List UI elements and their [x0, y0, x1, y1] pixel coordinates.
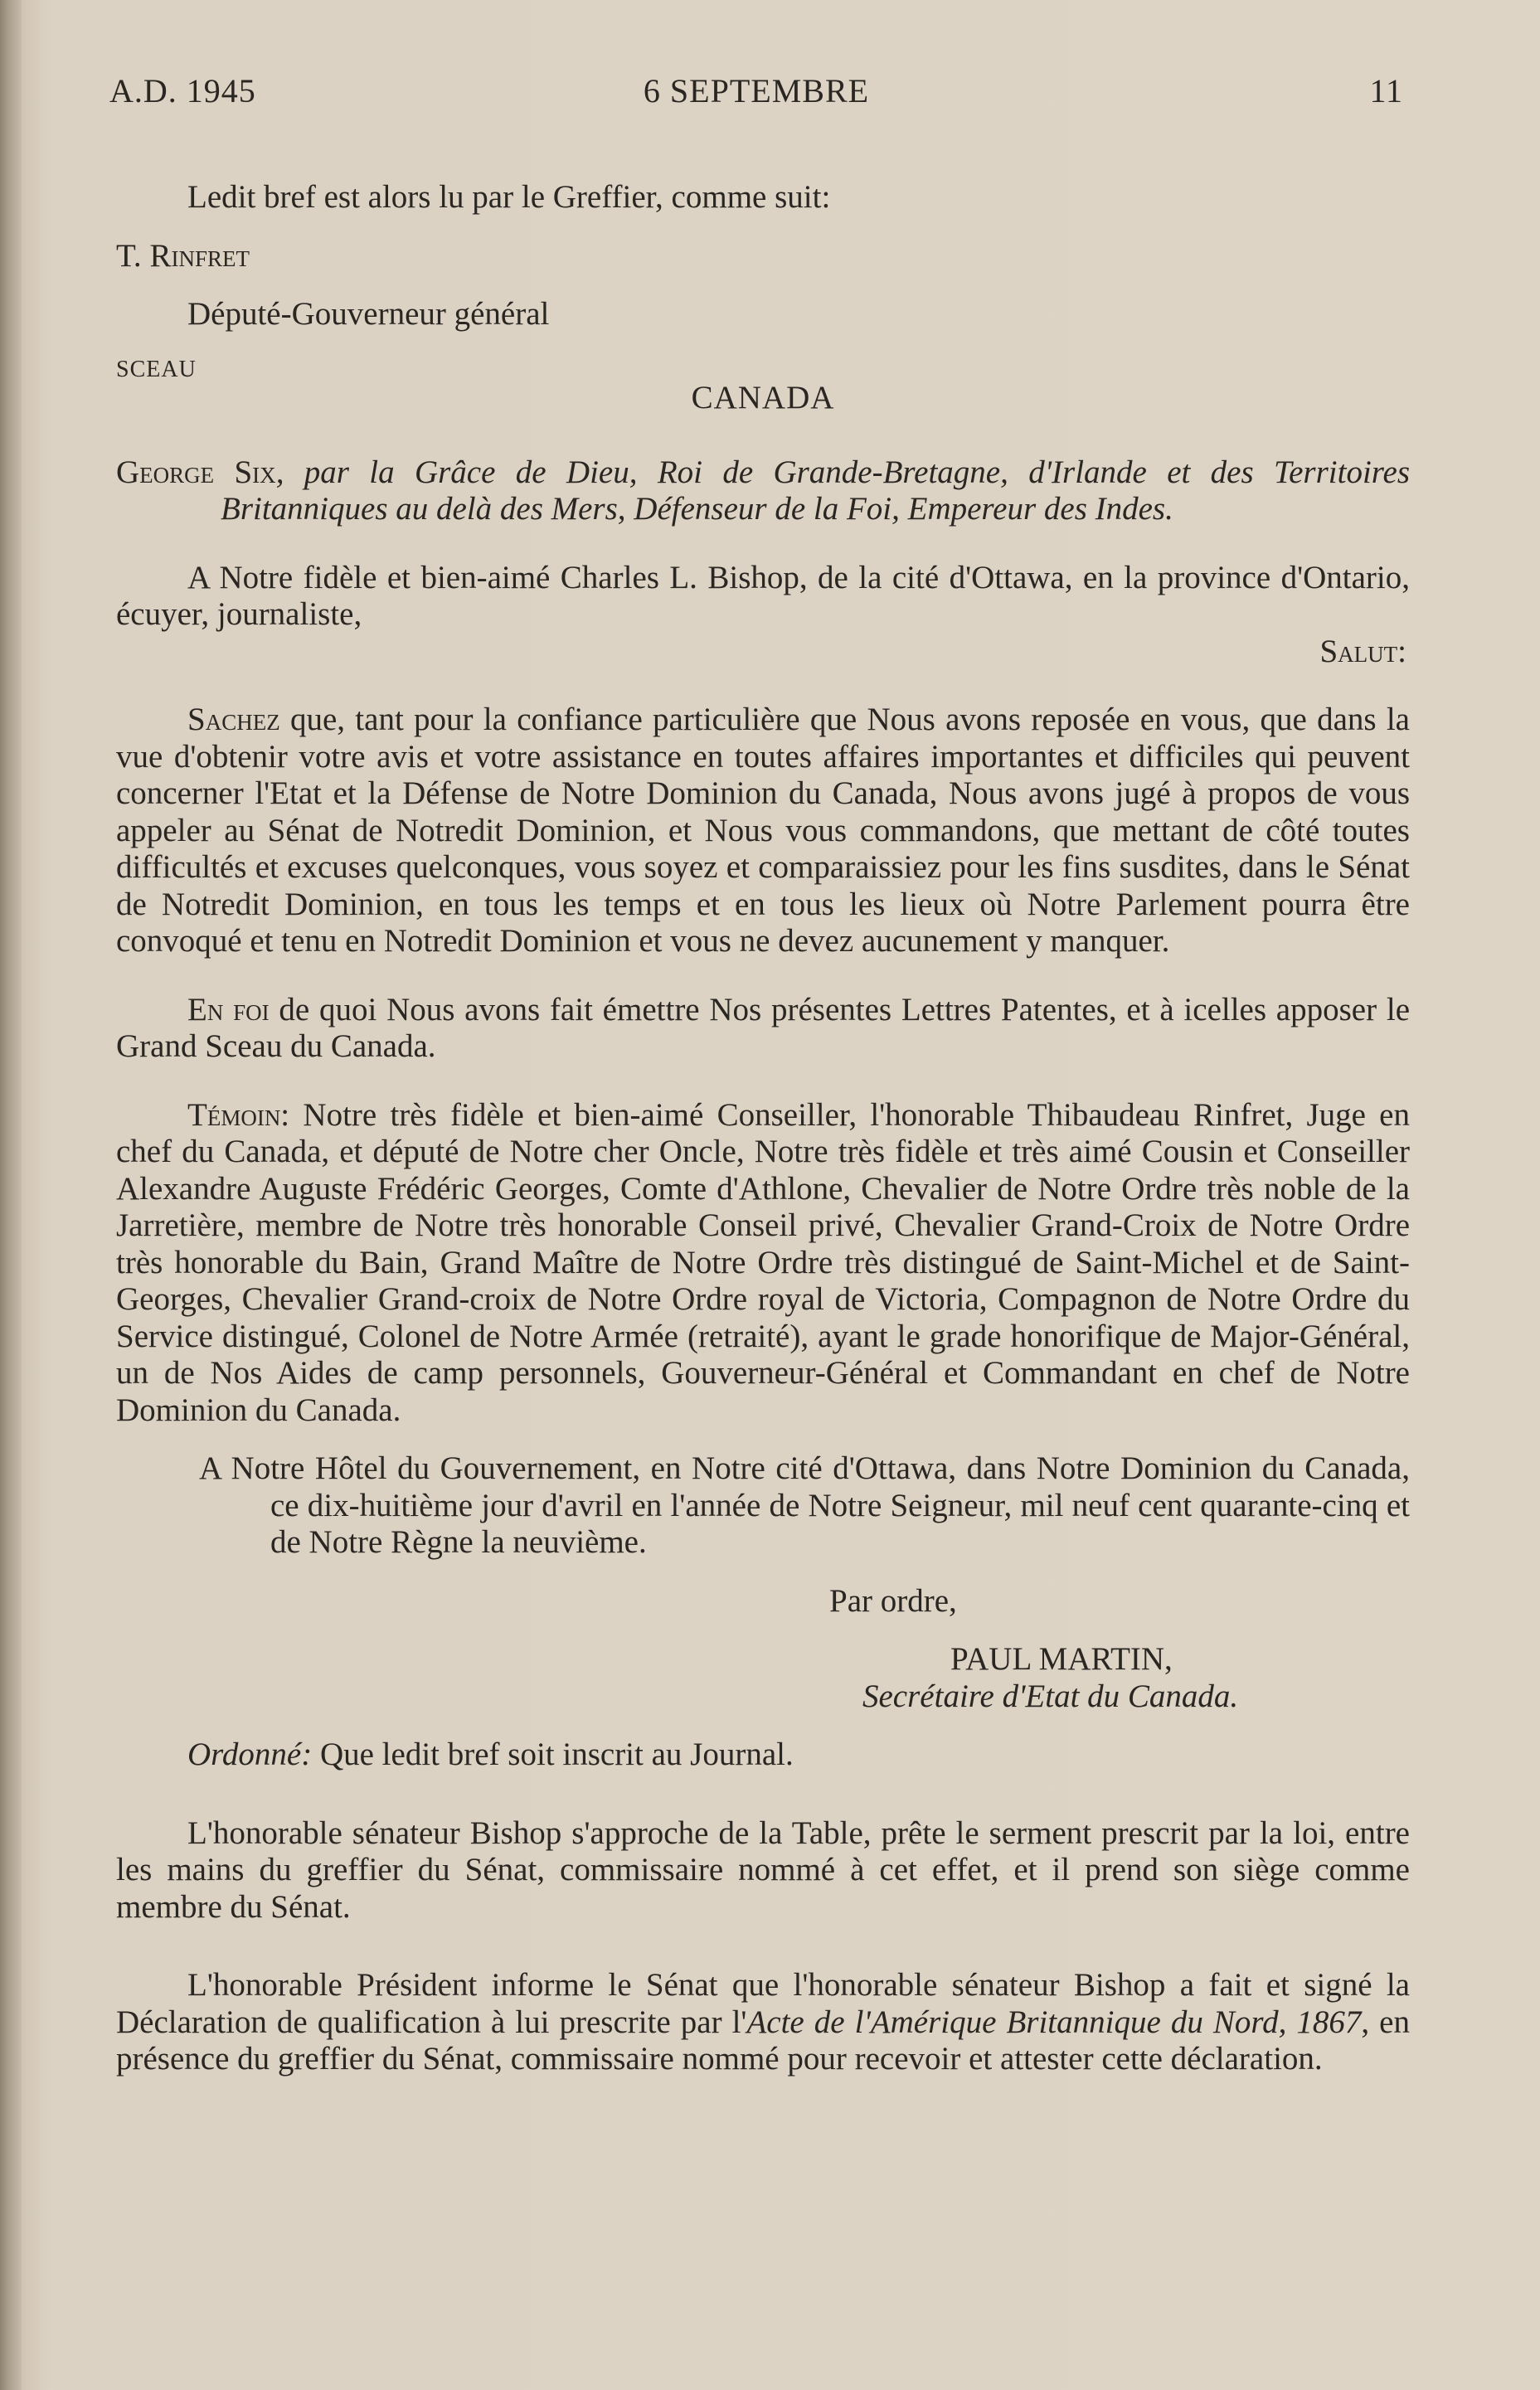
king-name: George Six: [116, 454, 276, 490]
en-foi-text: de quoi Nous avons fait émettre Nos présentes Lettres Patentes, et à icelles apposer le Grand Sceau du Canada.: [116, 991, 1411, 1064]
page-header: [109, 71, 1403, 121]
salutation: Salut:: [1319, 633, 1406, 669]
signatory-title: Secrétaire d'Etat du Canada.: [862, 1678, 1239, 1714]
signatory-name: PAUL MARTIN,: [950, 1641, 1173, 1677]
en-foi-paragraph: [116, 992, 1410, 1066]
par-ordre: Par ordre,: [829, 1582, 957, 1619]
en-foi-lead: En foi: [187, 991, 270, 1027]
royal-titles: , par la Grâce de Dieu, Roi de Grande-Bretagne, d'Irlande et des Territoires Britanniques au delà des Mers, Défenseur de la Foi, Empereur des Indes.: [221, 454, 1410, 527]
signer-line: [116, 238, 1410, 275]
sachez-text: que, tant pour la confiance particulière que Nous avons reposée en vous, que dans la vue d'obtenir votre avis et votre assistance en toutes affaires importantes et difficiles qui peuvent concerner l'Etat et la Défense de Notre Dominion du Canada, Nous avons jugé à propos de vous appeler au Sénat de Notredit Dominion, et Nous vous commandons, que mettant de côté toutes difficultés et excuses quelconques, vous soyez et comparaissiez pour les fins susdites, dans le Sénat de Notredit Dominion, en tous les temps et en tous les lieux où Notre Parlement pourra être convoqué et tenu en Notredit Dominion et vous ne devez aucunement y manquer.: [116, 702, 1410, 959]
header-year: A.D. 1945: [109, 72, 256, 109]
page-body: [116, 179, 1410, 2078]
seal-row: [116, 352, 1410, 433]
page-number: 11: [1369, 72, 1403, 109]
signer-initial: T.: [116, 237, 142, 274]
seal-label: SCEAU: [116, 356, 197, 382]
canada-heading: CANADA: [691, 379, 835, 415]
hotel-paragraph: A Notre Hôtel du Gouvernement, en Notre cité d'Ottawa, dans Notre Dominion du Canada, ce dix-huitième jour d'avril en l'année de Notre Seigneur, mil neuf cent quarante-cinq et de Notre Règne la neuvième.: [199, 1450, 1410, 1560]
binding-edge: [0, 0, 22, 2390]
header-date: 6 SEPTEMBRE: [643, 72, 870, 109]
temoin-lead: Témoin:: [187, 1096, 290, 1133]
sachez-paragraph: [116, 702, 1410, 960]
declaration-act: Acte de l'Amérique Britannique du Nord, 1867: [746, 2004, 1362, 2040]
ordonne-lead: Ordonné:: [187, 1737, 313, 1772]
declaration-paragraph: [116, 1967, 1410, 2078]
sachez-lead: Sachez: [187, 702, 280, 737]
declaration-after: , en présence du greffier du Sénat, commissaire nommé pour recevoir et attester cette déclaration.: [116, 2004, 1410, 2077]
temoin-paragraph: [116, 1097, 1410, 1430]
address-paragraph: A Notre fidèle et bien-aimé Charles L. Bishop, de la cité d'Ottawa, en la province d'Ontario, écuyer, journaliste,: [116, 559, 1410, 632]
royal-style: [116, 454, 1410, 528]
intro-line: Ledit bref est alors lu par le Greffier, comme suit:: [187, 179, 831, 215]
ordonne-text: Que ledit bref soit inscrit au Journal.: [312, 1737, 794, 1772]
temoin-text: Notre très fidèle et bien-aimé Conseiller, l'honorable Thibaudeau Rinfret, Juge en chef du Canada, et député de Notre cher Oncle, Notre très fidèle et très aimé Cousin et Conseiller Alexandre Auguste Frédéric Georges, Comte d'Athlone, Chevalier de Notre Ordre très noble de la Jarretière, membre de Notre très honorable Conseil privé, Chevalier Grand-Croix de Notre Ordre très honorable du Bain, Grand Maître de Notre Ordre très distingué de Saint-Michel et de Saint-Georges, Chevalier Grand-croix de Notre Ordre royal de Victoria, Compagnon de Notre Ordre du Service distingué, Colonel de Notre Armée (retraité), ayant le grade honorifique de Major-Général, un de Nos Aides de camp personnels, Gouverneur-Général et Commandant en chef de Notre Dominion du Canada.: [116, 1096, 1410, 1428]
ordonne-paragraph: [116, 1737, 1410, 1774]
signer-name: Rinfret: [149, 237, 250, 274]
declaration-before: L'honorable Président informe le Sénat que l'honorable sénateur Bishop a fait et signé la Déclaration de qualification à lui prescrite par l': [116, 1967, 1410, 2040]
signer-title: Député-Gouverneur général: [187, 296, 550, 332]
serment-paragraph: L'honorable sénateur Bishop s'approche de la Table, prête le serment prescrit par la loi, entre les mains du greffier du Sénat, commissaire nommé à cet effet, et il prend son siège comme membre du Sénat.: [116, 1814, 1410, 1925]
